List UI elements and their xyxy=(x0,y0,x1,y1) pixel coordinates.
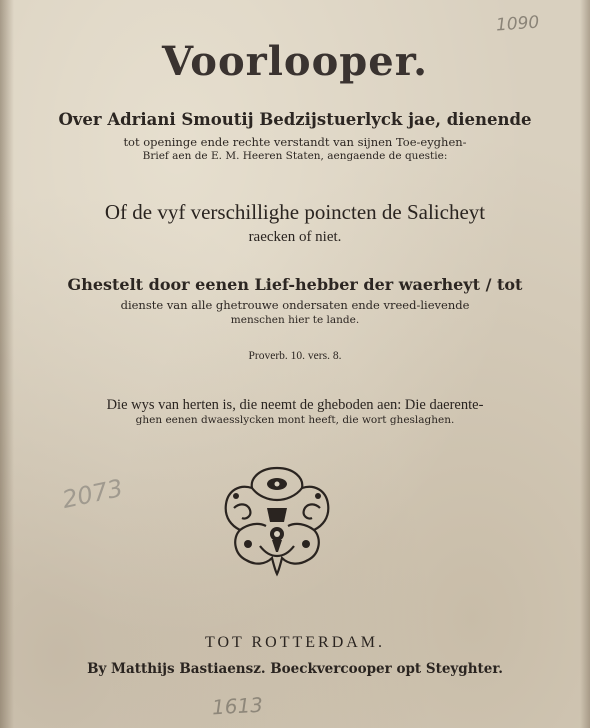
author-line-3: menschen hier te lande. xyxy=(230,314,360,326)
author-line-2: dienste van alle ghetrouwe ondersaten ende vreed-lievende xyxy=(120,298,470,312)
page-edge-shadow-right xyxy=(580,0,590,728)
subtitle-line-1: Over Adriani Smoutij Bedzijstuerlyck jae, dienende xyxy=(58,110,532,129)
quote-line-1: Die wys van herten is, die neemt de gheboden aen: Die daerente- xyxy=(106,397,484,413)
handwritten-year: 1613 xyxy=(211,692,264,720)
question-line-2: raecken of niet. xyxy=(248,229,342,245)
page-title: Voorlooper. xyxy=(161,38,429,85)
handwritten-catalog-number: 1090 xyxy=(495,12,540,36)
subtitle-line-2: tot openinge ende rechte verstandt van sijnen Toe-eyghen- xyxy=(123,135,467,149)
proverb-reference: Proverb. 10. vers. 8. xyxy=(248,350,342,362)
imprint-printer: By Matthijs Bastiaensz. Boeckvercooper opt Steyghter. xyxy=(87,661,503,677)
page-edge-shadow-left xyxy=(0,0,14,728)
author-line-1: Ghestelt door eenen Lief-hebber der waerheyt / tot xyxy=(67,275,523,294)
printers-ornament-icon xyxy=(212,460,342,578)
quote-line-2: ghen eenen dwaesslycken mont heeft, die wort gheslaghen. xyxy=(135,414,455,426)
subtitle-line-3: Brief aen de E. M. Heeren Staten, aengaende de questie: xyxy=(142,150,448,162)
question-line-1: Of de vyf verschillighe poincten de Salicheyt xyxy=(104,200,486,224)
imprint-place: TOT ROTTERDAM. xyxy=(204,634,386,651)
handwritten-pencil-number: 2073 xyxy=(59,473,126,515)
